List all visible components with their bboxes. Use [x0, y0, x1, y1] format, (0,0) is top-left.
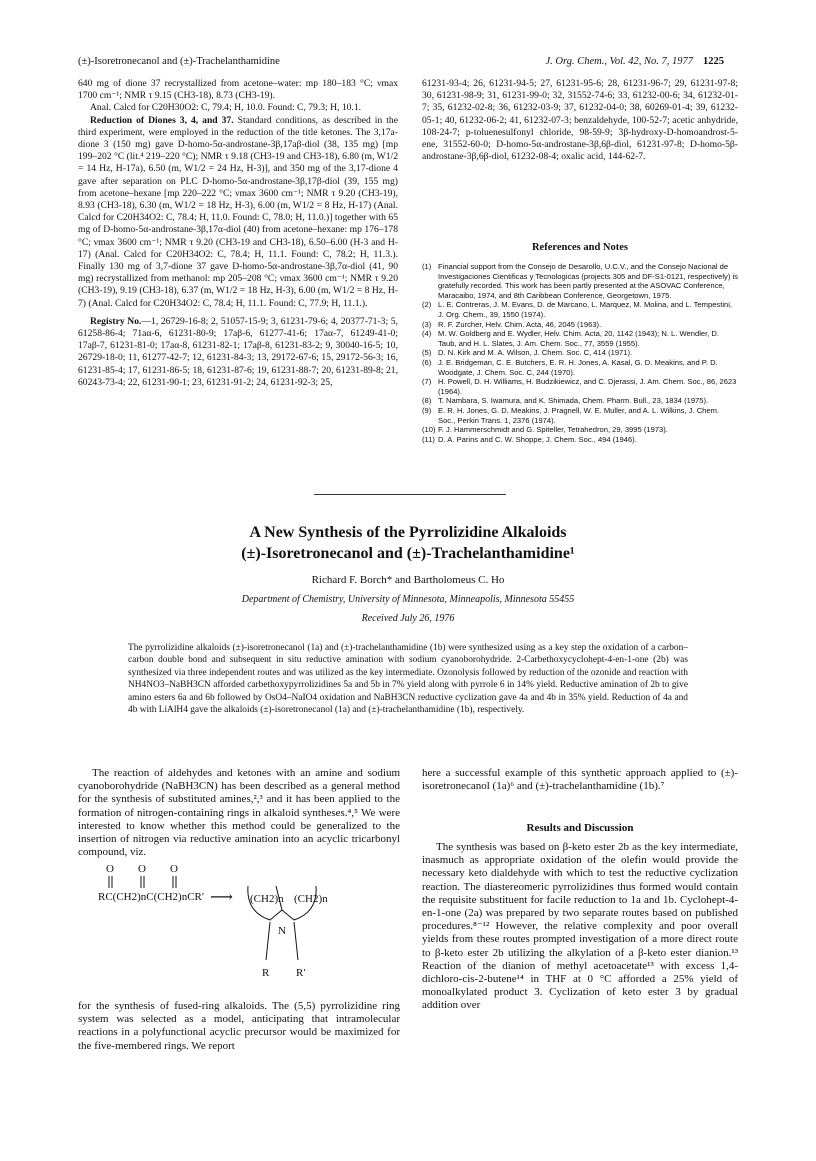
reference-item [422, 348, 738, 358]
registry-body: —1, 26729-16-8; 2, 51057-15-9; 3, 61231-79-6; 4, 20377-71-3; 5, 61258-86-4; 71aα-6, 61231-80-9; 17aβ-6, 61277-41-6; 17aα-7, 61249-41-0; 17aβ-7, 61231-81-0; 17aα-8, 61231-82-1; 17aβ-8, 61231-83-2; 9, 30040-16-5; 10, 26729-18-0; 11, 61277-42-7; 12, 61231-84-3; 13, 29172-67-6; 15, 29172-56-3; 16, 61231-85-4; 17, 61231-86-5; 18, 61231-87-6; 19, 61231-88-7; 20, 61231-89-8; 21, 60243-73-4; 22, 61231-90-1; 23, 61231-91-2; 24, 61231-92-3; 25, [78, 315, 398, 388]
reference-number: (8) [422, 396, 432, 406]
reference-text: L. E. Contreras, J. M. Evans, D. de Marcano, L. Marquez, M. Molina, and L. Tempestini, J. Org. Chem., 39, 1550 (1974). [438, 300, 733, 319]
right-ring-label: (CH2)n [294, 893, 328, 905]
previous-article-right-column [422, 78, 738, 163]
previous-article-left-column [78, 78, 398, 389]
reference-number: (5) [422, 348, 432, 358]
r-bond [266, 922, 270, 960]
affiliation: Department of Chemistry, University of Minnesota, Minneapolis, Minnesota 55455 [241, 594, 575, 605]
paragraph: for the synthesis of fused-ring alkaloids. The (5,5) pyrrolizidine ring system was selected as a model, anticipating that intramolecular reactions in a polyfunctional acyclic precursor would be maximized for the five-membered rings. We report [78, 1000, 400, 1052]
reference-number: (1) [422, 262, 432, 271]
paragraph: The reaction of aldehydes and ketones with an amine and sodium cyanoborohydride (NaBH3CN) has been described as a general method for the synthesis of substituted amines,²,³ and it has been applied to the formation of nitrogen-containing rings in alkaloid syntheses.⁴,⁵ We were interested to know whether this method could be generalized to the insertion of nitrogen via reductive amination into an acyclic tricarbonyl compound, viz. [78, 767, 400, 859]
reference-number: (9) [422, 405, 432, 415]
nitrogen-atom: N [278, 925, 286, 937]
paragraph: here a successful example of this synthetic approach applied to (±)-isoretronecanol (1a)⁶ and (±)-trachelanthamidine (1b).⁷ [422, 767, 738, 793]
reference-item [422, 320, 738, 330]
reference-text: D. A. Parins and C. W. Shoppe, J. Chem. Soc., 494 (1946). [438, 434, 637, 444]
reference-text: Financial support from the Consejo de Desarollo, U.C.V., and the Consejo Nacional de Investigaciones Cientificas y Tecnologicas (projects 305 and DF-S1-0121, respectively) is gratefully recorded. This work has been partly presented at the ASOVAC Conference, Maracaibo, 1974, and 8th Caribbean Conference, Georgetown, 1975. [438, 262, 738, 300]
body-right-column [422, 767, 738, 793]
oxygen-label: O [138, 863, 146, 875]
reaction-scheme [98, 858, 378, 998]
reference-text: H. Powell, D. H. Williams, H. Budzikiewicz, and C. Djerassi, J. Am. Chem. Soc., 86, 2623 (1964). [438, 377, 737, 396]
reference-text: M. W. Goldberg and E. Wydler, Helv. Chim. Acta, 20, 1142 (1943); N. L. Wendler, D. Taub, and H. L. Slates, J. Am. Chem. Soc., 77, 3559 (1955). [438, 329, 720, 348]
paragraph: The synthesis was based on β-keto ester 2b as the key intermediate, inasmuch as appropriate oxidation of the olefin would provide the necessary keto dialdehyde with which to test the reductive cyclization reaction. The diastereomeric pyrrolizidines thus formed would contain the requisite substituent for facile reduction to 1a and 1b. Cyclohept-4-en-1-one (2a) was prepared by two separate routes based on published procedures.⁸⁻¹² However, the relative complexity and poor overall yields from these routes prompted investigation of a more direct route to β-keto ester 2b utilizing the alkylation of a β-keto ester dianion.¹³ Reaction of the dianion of methyl acetoacetate¹³ with excess 1,4-dichloro-cis-2-butene¹⁴ in THF at 0 °C afforded a 25% yield of monoalkylated product 3. Cyclization of keto ester 3 by gradual addition over [422, 841, 738, 1012]
tricarbonyl-formula: RC(CH2)nC(CH2)nCR′ [98, 891, 205, 903]
article-title-line-2: (±)-Isoretronecanol and (±)-Trachelanthamidine¹ [241, 545, 575, 562]
journal-citation: J. Org. Chem., Vol. 42, No. 7, 1977 [545, 56, 693, 67]
reference-text: T. Nambara, S. Iwamura, and K. Shimada, Chem. Pharm. Bull., 23, 1834 (1975). [438, 396, 709, 406]
reference-item [422, 300, 738, 319]
reference-item [422, 406, 738, 425]
authors: Richard F. Borch* and Bartholomeus C. Ho [311, 574, 505, 586]
oxygen-label: O [106, 863, 114, 875]
reference-number: (10) [422, 425, 436, 435]
references-list [422, 262, 738, 444]
results-heading: Results and Discussion [526, 822, 634, 834]
paragraph [78, 115, 398, 310]
article-title-line-1: A New Synthesis of the Pyrrolizidine Alkaloids [249, 524, 567, 541]
paragraph: Anal. Calcd for C20H30O2: C, 79.4; H, 10.0. Found: C, 79.3; H, 10.1. [90, 102, 362, 114]
running-header-right [546, 56, 724, 67]
r-prime-bond [294, 922, 298, 960]
reference-item [422, 435, 738, 445]
reference-number: (6) [422, 357, 432, 367]
paragraph-body: Standard conditions, as described in the third experiment, were employed in the reduction of the title ketones. The 3,17a-dione 3 (150 mg) gave D-homo-5α-androstane-3β,17aβ-diol (38, 135 mg) [mp 199–202 °C (lit.⁴ 219–220 °C); NMR τ 9.18 (CH3-19 and CH3-18), 6.80 (m, W1/2 = 14 Hz, H-17a), 6.50 (m, W1/2 = 24 Hz, H-3)], and 350 mg of the 3,17-dione 4 gave after separation on PLC D-homo-5α-androstane-3β,17β-diol (39, 155 mg) from acetone–hexane [mp 220–222 °C; νmax 3600 cm⁻¹; NMR τ 9.20 (CH3-19), 8.93 (CH3-18), 6.30 (m, W1/2 = 18 Hz, H-3), 6.00 (m, W1/2 = 8 Hz, H-17) (Anal. Calcd for C20H34O2: C, 78.4; H, 11.0. Found: C, 78.0; H, 11.0.)] together with 65 mg of D-homo-5α-androstane-3β,17α-diol (40) from acetone–hexane: mp 176–178 °C; νmax 3600 cm⁻¹; NMR τ 9.20 (CH3-19 and CH3-18), 6.50–6.00 (H-3 and H-17) (Anal. Calcd for C20H34O2: C, 78.4; H, 11.1. Found: C, 78.2; H, 11.3.). Finally 130 mg of 3,7-dione 37 gave D-homo-5α-androstane-3β,7α-diol (41, 90 mg) recrystallized from methanol: mp 205–208 °C; νmax 3600 cm⁻¹; NMR τ 9.20 (CH3-19), 9.19 (CH3-18), 6.37 (m, W1/2 = 18 Hz, H-3), 6.00 (m, W1/2 = 8 Hz, H-7) (Anal. Calcd for C20H34O2: C, 78.4; H, 11.1. Found: C, 77.9; H, 11.1.). [78, 114, 398, 309]
reference-text: D. N. Kirk and M. A. Wilson, J. Chem. Soc. C, 414 (1971). [438, 348, 633, 358]
running-header-left: (±)-Isoretronecanol and (±)-Trachelanthamidine [78, 56, 280, 67]
reference-number: (7) [422, 377, 432, 387]
paragraph: 640 mg of dione 37 recrystallized from acetone–water: mp 180–183 °C; νmax 1700 cm⁻¹; NMR τ 9.15 (CH3-18), 8.73 (CH3-19). [78, 78, 398, 102]
registry-numbers [78, 316, 398, 389]
page-number: 1225 [703, 56, 724, 67]
left-ring-label: (CH2)n [250, 893, 284, 905]
paragraph-heading: Reduction of Diones 3, 4, and 37. [90, 114, 234, 126]
reference-text: F. J. Hammerschmidt and G. Spiteller, Tetrahedron, 29, 3995 (1973). [438, 425, 668, 435]
reference-text: E. R. H. Jones, G. D. Meakins, J. Pragnell, W. E. Muller, and A. L. Wilkins, J. Chem. Soc., Perkin Trans. 1, 2376 (1974). [438, 405, 720, 425]
reference-item [422, 329, 738, 348]
reference-item [422, 377, 738, 396]
reference-item [422, 396, 738, 406]
reference-number: (11) [422, 434, 435, 444]
references-heading: References and Notes [531, 242, 629, 253]
reference-item [422, 358, 738, 377]
reference-number: (3) [422, 319, 432, 329]
received-date: Received July 26, 1976 [361, 613, 455, 624]
article-divider [314, 494, 506, 495]
reaction-arrow: ⟶ [210, 889, 233, 906]
paragraph: 61231-93-4; 26, 61231-94-5; 27, 61231-95-6; 28, 61231-96-7; 29, 61231-97-8; 30, 61231-98-9; 31, 61231-99-0; 32, 31552-74-6; 33, 61232-00-6; 34, 61232-01-7; 35, 61232-02-8; 36, 61232-03-9; 37, 61232-04-0; 38, 60269-01-4; 39, 61232-05-1; 40, 61232-06-2; 41, 61232-07-3; benzaldehyde, 100-52-7; acetic anhydride, 108-24-7; p-toluenesulfonyl chloride, 98-59-9; 3β-hydroxy-D-homoandrost-5-ene, 31552-60-0; D-homo-5α-androstane-3β,6β-diol, 61231-97-8; D-homo-5β-androstane-3β,6β-diol, 61232-08-4; oxalic acid, 144-62-7. [422, 78, 738, 163]
reference-item [422, 425, 738, 435]
body-left-column [78, 767, 400, 859]
reference-number: (4) [422, 329, 432, 339]
reference-item [422, 262, 738, 300]
oxygen-label: O [170, 863, 178, 875]
registry-heading: Registry No. [90, 315, 142, 327]
body-left-column-continued [78, 1000, 400, 1053]
r-prime-substituent: R′ [296, 967, 306, 979]
reference-text: J. E. Bridgeman, C. E. Butchers, E. R. H. Jones, A. Kasal, G. D. Meakins, and P. D. Woodgate, J. Chem. Soc. C, 244 (1970). [438, 357, 718, 377]
r-substituent: R [262, 967, 270, 979]
reference-number: (2) [422, 300, 432, 310]
reference-text: R. F. Zurcher, Helv. Chim. Acta, 46, 2045 (1963). [438, 319, 602, 329]
abstract: The pyrrolizidine alkaloids (±)-isoretronecanol (1a) and (±)-trachelanthamidine (1b) were synthesized using as a key step the oxidation of a carbon–carbon double bond and subsequent in situ reductive amination with sodium cyanoborohydride. 2-Carbethoxycyclohept-4-en-1-one (2b) was synthesized via three independent routes and was utilized as the key intermediate. Ozonolysis followed by reduction of the ozonide and reaction with NH4NO3–NaBH3CN afforded carbethoxypyrrolizidines 5a and 5b in 7% yield along with pyrrole 6 in 14% yield. Reductive amination of 2b to give amino esters 6a and 6b followed by OsO4–NaIO4 oxidation and NaBH3CN reductive cyclization gave 4a and 4b in 35% yield. Reduction of 4a and 4b with LiAlH4 gave the alkaloids (±)-isoretronecanol (1a) and (±)-trachelanthamidine (1b), respectively. [128, 643, 688, 716]
